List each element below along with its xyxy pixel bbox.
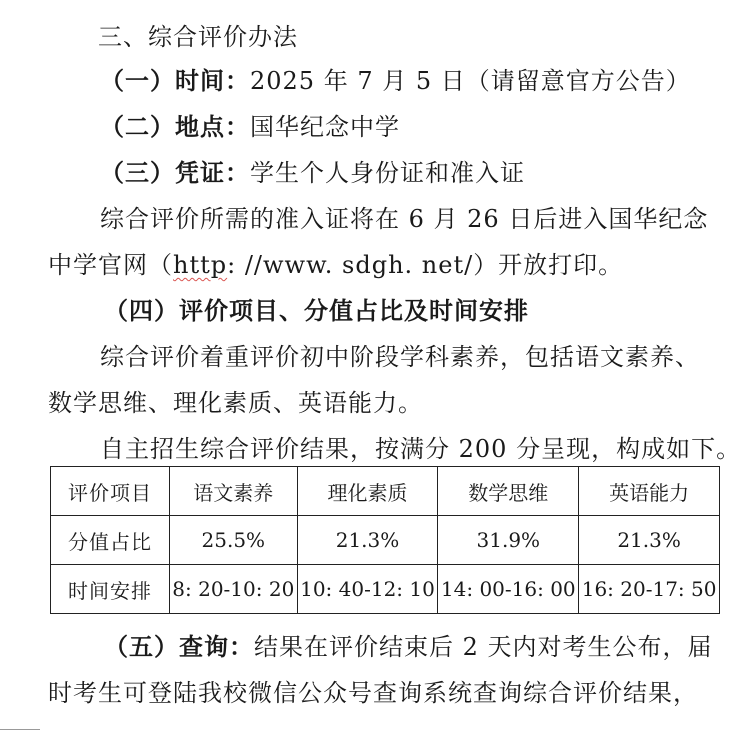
item4-para-line1: 综合评价着重评价初中阶段学科素养，包括语文素养、 [100,343,700,371]
table-cell: 31.9% [438,516,579,565]
item-place-value: 国华纪念中学 [250,113,400,141]
table-cell: 数学思维 [438,467,579,516]
table-cell: 时间安排 [51,565,170,614]
table-cell: 英语能力 [579,467,720,516]
table-cell: 8: 20-10: 20 [170,565,298,614]
item5-line2: 时考生可登陆我校微信公众号查询系统查询综合评价结果， [48,679,698,707]
item-time [100,66,691,96]
item4-para-line2: 数学思维、理化素质、英语能力。 [48,389,423,417]
admission-para-line1: 综合评价所需的准入证将在 6 月 26 日后进入国华纪念 [100,205,709,233]
table-cell: 分值占比 [51,516,170,565]
table-cell: 21.3% [297,516,438,565]
table-row-header [51,467,720,516]
item5-label: （五）查询： [104,633,254,661]
website-url-rest[interactable]: : //www. sdgh. net/ [227,251,474,279]
item-time-label: （一）时间： [100,67,250,95]
item-time-value: 2025 年 7 月 5 日（请留意官方公告） [250,67,691,95]
table-row-schedule [51,565,720,614]
item-credential-label: （三）凭证： [100,159,250,187]
item4-para-line3: 自主招生综合评价结果，按满分 200 分呈现，构成如下。 [100,435,742,463]
item-credential-value: 学生个人身份证和准入证 [250,159,525,187]
table-cell: 14: 00-16: 00 [438,565,579,614]
item-place-label: （二）地点： [100,113,250,141]
item5-line1-rest: 结果在评价结束后 2 天内对考生公布，届 [254,633,713,661]
table-cell: 评价项目 [51,467,170,516]
table-cell: 16: 20-17: 50 [579,565,720,614]
item4-title: （四）评价项目、分值占比及时间安排 [104,297,529,325]
table-cell: 21.3% [579,516,720,565]
item-credential [100,158,525,188]
section-title: 三、综合评价办法 [98,23,298,51]
table-cell: 理化素质 [297,467,438,516]
table-row-weights [51,516,720,565]
admission-para-line2 [48,250,623,280]
admission-para-prefix: 中学官网（ [48,251,173,279]
table-cell: 10: 40-12: 10 [297,565,438,614]
score-table [50,466,720,614]
item-place [100,112,400,142]
page-corner-divider [0,729,40,738]
item5-line1 [104,632,713,662]
admission-para-suffix: ）开放打印。 [473,251,624,279]
table-cell: 语文素养 [170,467,298,516]
website-url-http[interactable]: http [173,251,228,279]
table-cell: 25.5% [170,516,298,565]
